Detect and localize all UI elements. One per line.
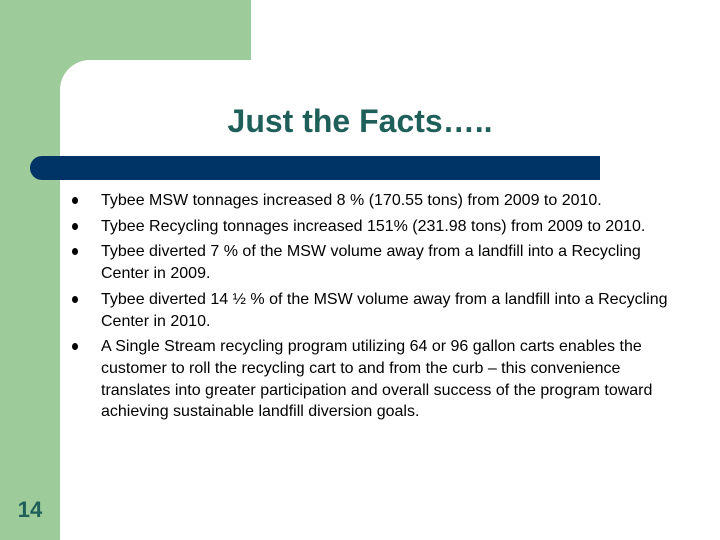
bullet-item — [72, 190, 672, 212]
bullet-text: Tybee Recycling tonnages increased 151% (231.98 tons) from 2009 to 2010. — [101, 217, 646, 235]
bullet-item — [72, 289, 672, 332]
bullet-text: Tybee diverted 14 ½ % of the MSW volume away from a landfill into a Recycling Center in 2010. — [101, 290, 668, 330]
bullet-text: Tybee MSW tonnages increased 8 % (170.55 tons) from 2009 to 2010. — [101, 192, 602, 209]
bullet-text: A Single Stream recycling program utilizing 64 or 96 gallon carts enables the customer to roll the recycling cart to and from the curb – this convenience translates into greater participation and overall success of the program toward achieving sustainable landfill diversion goals. — [101, 338, 653, 421]
bullet-dot-icon — [72, 248, 78, 255]
bullet-text: Tybee diverted 7 % of the MSW volume away from a landfill into a Recycling Center in 2009. — [101, 243, 641, 283]
title-underline-bar — [30, 156, 600, 180]
bullet-dot-icon — [72, 197, 78, 204]
bullet-dot-icon — [72, 296, 78, 303]
bullet-dot-icon — [72, 223, 78, 230]
bullet-dot-icon — [72, 343, 78, 350]
bullet-item — [72, 241, 672, 284]
bullet-item — [72, 216, 672, 238]
slide-title: Just the Facts….. — [227, 103, 493, 139]
slide-number: 14 — [17, 497, 43, 522]
bullet-item — [72, 336, 672, 423]
bullet-list — [72, 190, 672, 427]
